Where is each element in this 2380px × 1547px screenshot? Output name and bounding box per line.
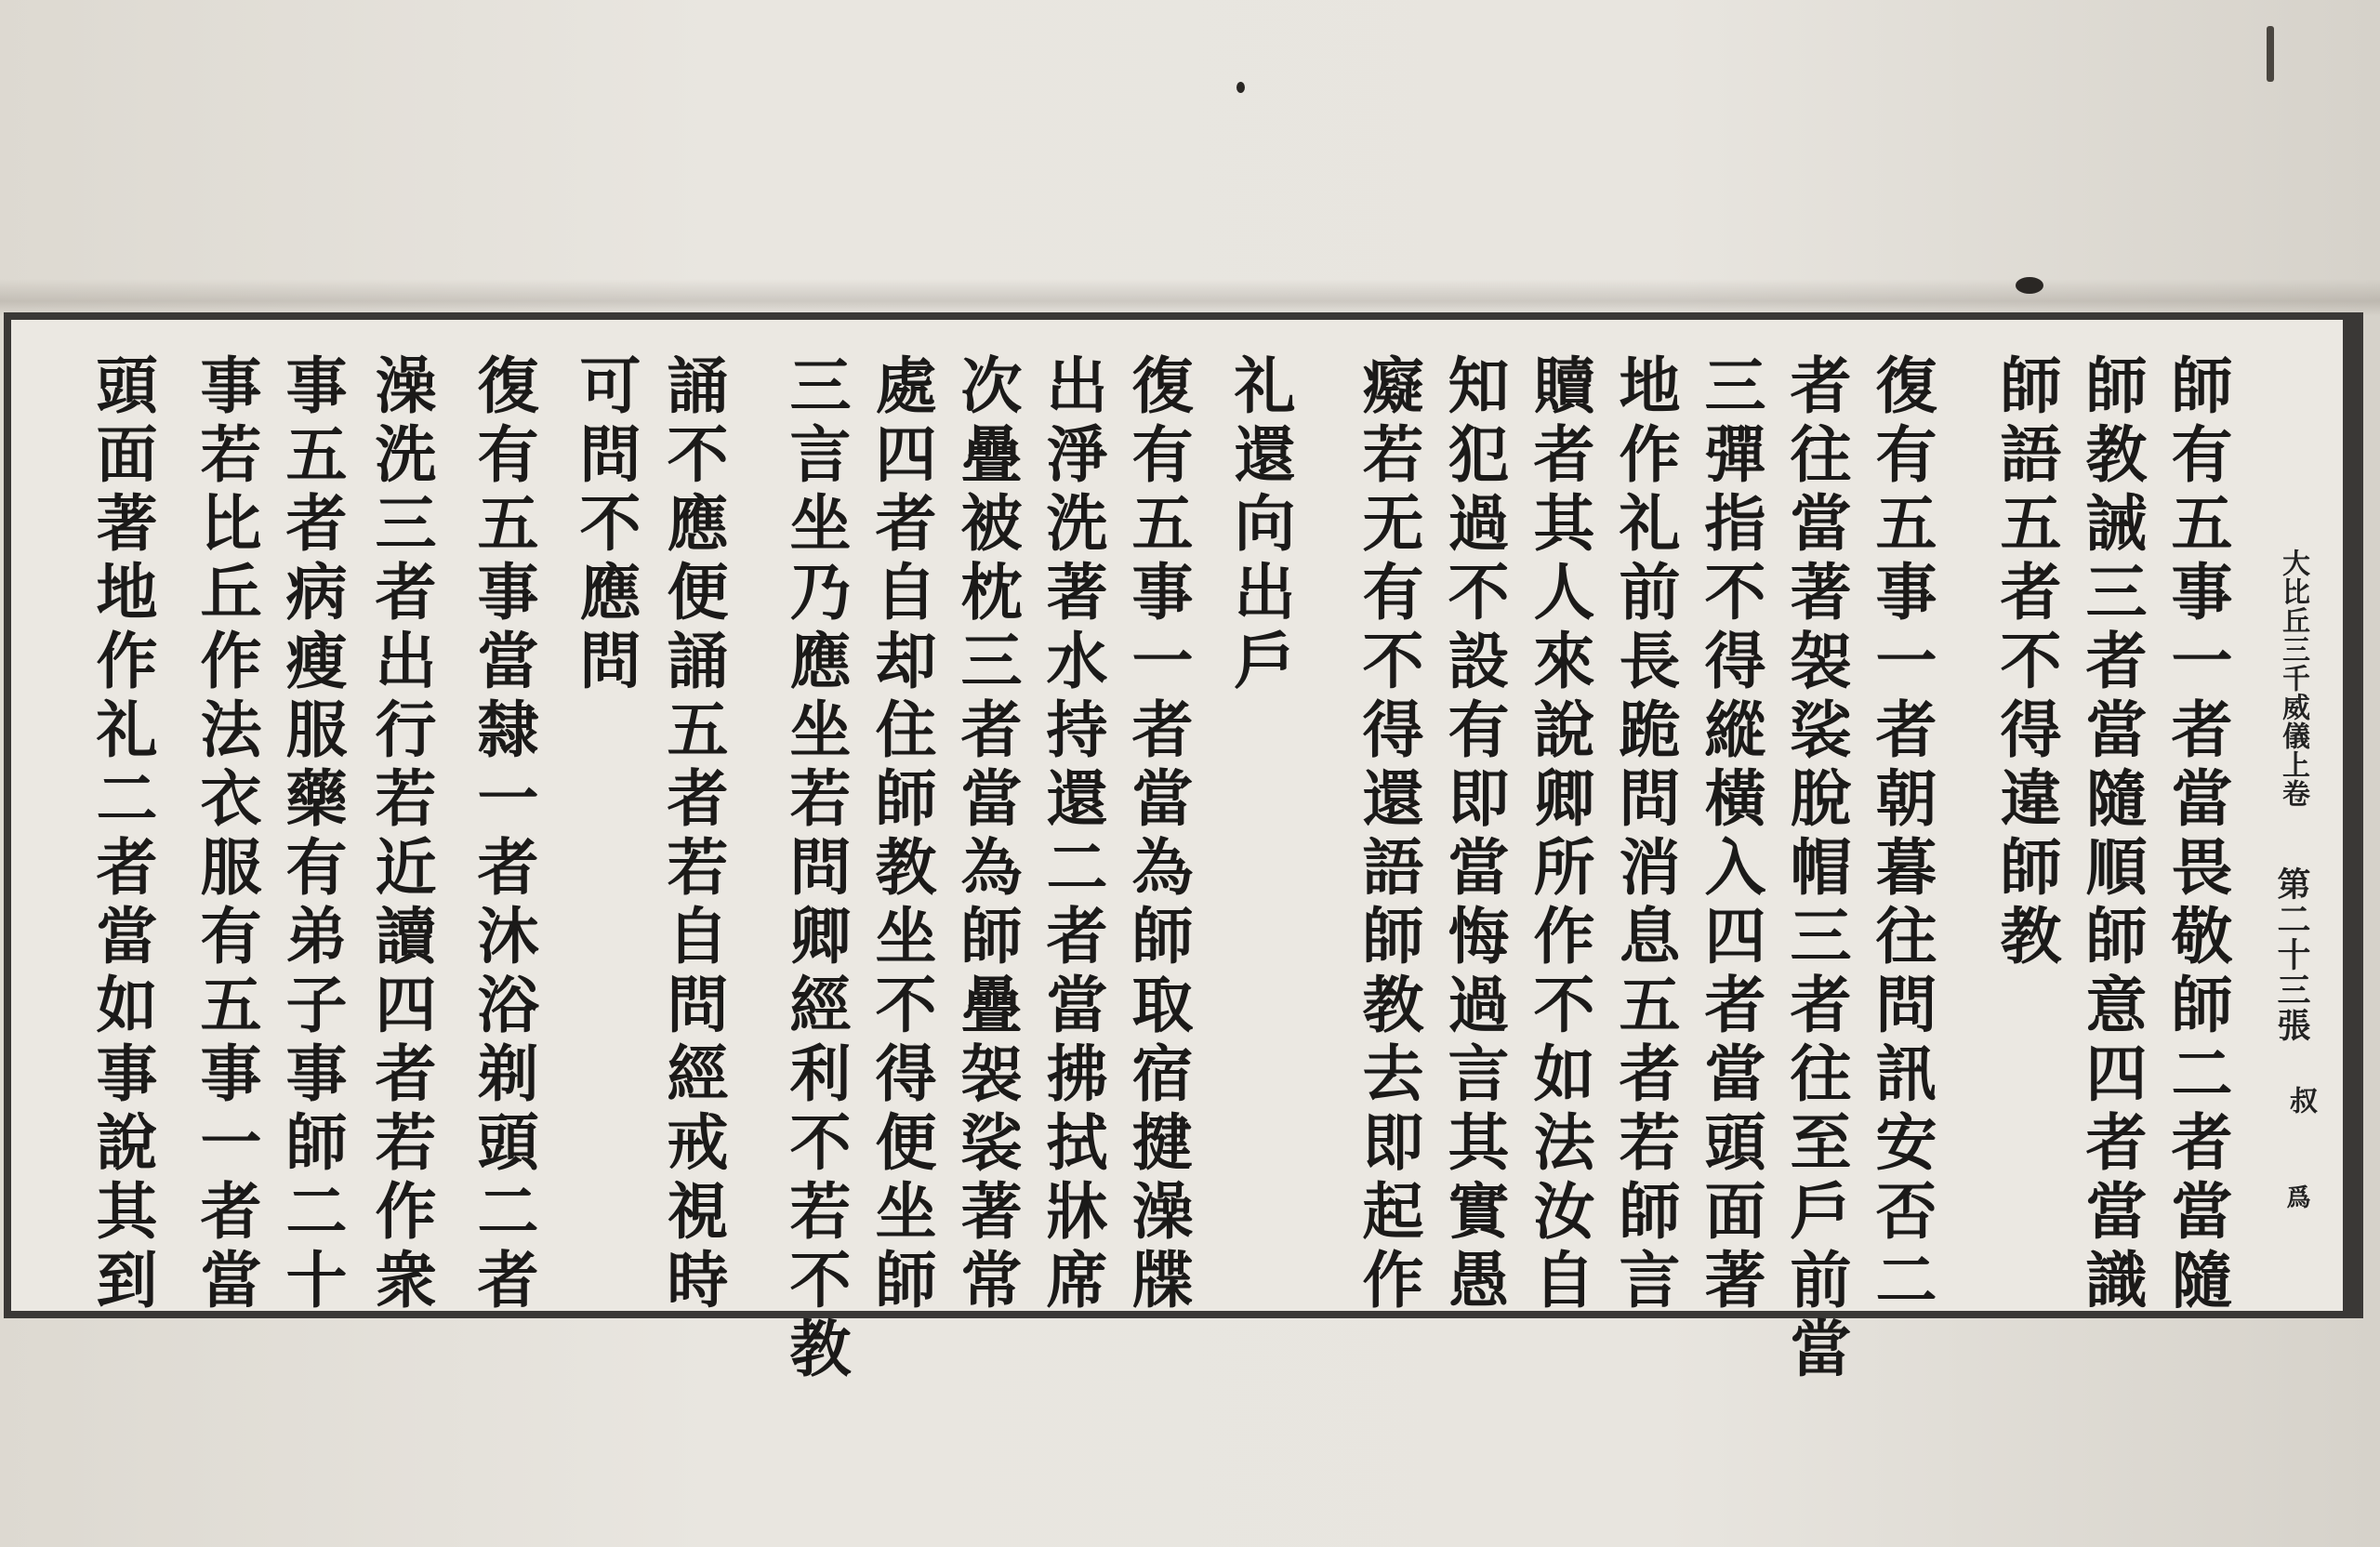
text-column-10: 癡若无有不得還語師教去即起作 [1352, 353, 1424, 1316]
text-column-6: 三彈指不得縱橫入四者當頭面著 [1694, 353, 1766, 1316]
text-column-21: 事五者病瘦服藥有弟子事師二十 [275, 353, 348, 1316]
text-column-13: 出淨洗著水持還二者當拂拭牀席 [1036, 353, 1108, 1316]
printed-text-block [4, 312, 2363, 1385]
text-column-22: 事若比丘作法衣服有五事一者當 [190, 353, 262, 1316]
text-column-16: 三言坐乃應坐若問卿經利不若不教 [779, 353, 852, 1385]
text-column-14: 次疊被枕三者當為師疊袈裟著常 [950, 353, 1023, 1316]
text-column-11: 礼還向出戶 [1223, 353, 1296, 697]
ink-speck [2016, 277, 2043, 294]
ink-speck [2267, 26, 2274, 82]
text-column-23: 頭面著地作礼二者當如事說其到 [86, 353, 158, 1316]
text-column-3: 師語五者不得違師教 [1990, 353, 2062, 972]
text-column-20: 澡洗三者出行若近讀四者若作衆 [364, 353, 437, 1316]
text-column-1: 師有五事一者當畏敬師二者當隨 [2161, 353, 2233, 1316]
text-column-4: 復有五事一者朝暮往問訊安否二 [1865, 353, 1937, 1316]
margin-leaf-number: 第二十三張 [2272, 866, 2311, 1043]
text-column-12: 復有五事一者當為師取宿揵澡牒 [1121, 353, 1194, 1316]
margin-sutra-title: 大比丘三千威儀上卷 [2277, 549, 2309, 808]
text-column-7: 地作礼前長跪問消息五者若師言 [1608, 353, 1681, 1316]
text-column-15: 處四者自却住師教坐不得便坐師 [865, 353, 937, 1316]
text-column-8: 贖者其人來說卿所作不如法汝自 [1523, 353, 1595, 1316]
text-column-19: 復有五事當隸一者沐浴剃頭二者 [467, 353, 539, 1316]
text-column-18: 可問不應問 [569, 353, 641, 697]
ink-speck [1236, 82, 1245, 93]
text-column-17: 誦不應便誦五者若自問經戒視時 [656, 353, 729, 1316]
text-column-9: 知犯過不設有即當悔過言其實愚 [1437, 353, 1510, 1316]
text-column-5: 者往當著袈裟脫帽三者往至戶前當 [1779, 353, 1852, 1385]
text-column-2: 師教誡三者當隨順師意四者當識 [2075, 353, 2148, 1316]
margin-carver-name-2: 爲 [2282, 1184, 2310, 1209]
margin-carver-name: 叔 [2284, 1086, 2317, 1114]
